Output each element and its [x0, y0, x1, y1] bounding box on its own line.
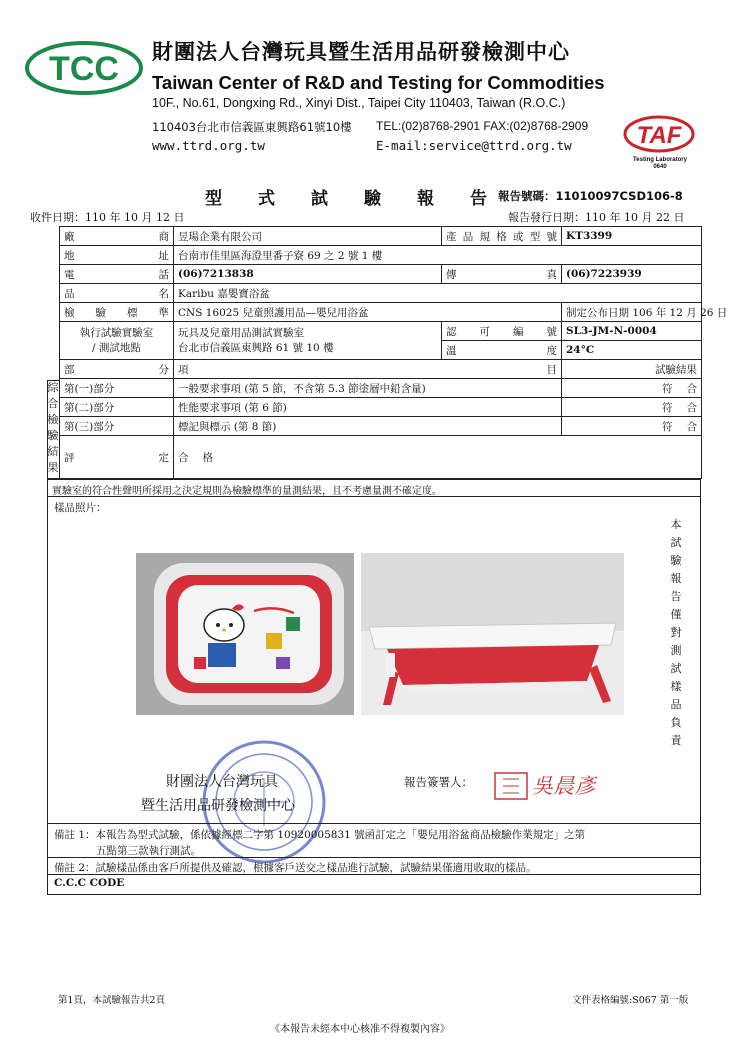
table-row	[60, 265, 702, 284]
manufacturer-label: 廠商	[60, 227, 174, 246]
side-column-border	[47, 380, 59, 479]
note-char: 負	[670, 716, 682, 729]
signer-label: 報告簽署人：	[404, 775, 473, 789]
table-row	[60, 417, 702, 436]
table-row	[60, 322, 702, 341]
taf-caption-line2: 0640	[653, 164, 667, 170]
page-number: 第1頁，本試驗報告共2頁	[58, 995, 166, 1006]
note-char: 測	[670, 644, 682, 657]
standard-value: CNS 16025 兒童照護用品—嬰兒用浴盆	[174, 303, 562, 322]
issue-date: 報告發行日期：110 年 10 月 22 日	[508, 211, 685, 224]
lab-name-line2: 暨生活用品研發檢測中心	[141, 798, 295, 814]
part-cell: 第(二)部分	[60, 398, 174, 417]
item-cell: 一般要求事項 (第 5 節，不含第 5.3 節塗層中鉛含量)	[174, 379, 562, 398]
phone-value: (06)7213838	[174, 265, 442, 284]
result-header: 試驗結果	[562, 360, 702, 379]
table-row	[60, 246, 702, 265]
note-char: 試	[670, 536, 682, 549]
note-char: 責	[670, 734, 682, 747]
conformity-statement: 實驗室的符合性聲明所採用之決定規則為檢驗標準的量測結果，且不考慮量測不確定度。	[52, 486, 442, 497]
note-1-line2: 五點第三款執行測試。	[96, 845, 201, 857]
taf-caption-line1: Testing Laboratory	[633, 157, 687, 163]
table-row	[60, 284, 702, 303]
accreditation-label: 認可編號	[442, 322, 562, 341]
divider	[47, 823, 701, 824]
verdict-value: 合格	[174, 436, 702, 479]
standard-label: 檢驗標準	[60, 303, 174, 322]
signature: 吳晨彥	[532, 774, 595, 798]
note-2: 備註 2：試驗樣品係由客戶所提供及確認，根據客戶送交之樣品進行試驗，試驗結果僅適用收取的樣品。	[54, 862, 537, 874]
note-char: 本	[670, 518, 682, 531]
right-side-note	[668, 516, 684, 750]
accreditation-value: SL3-JM-N-0004	[562, 322, 702, 341]
item-cell: 性能要求事項 (第 6 節)	[174, 398, 562, 417]
item-header: 項目	[174, 360, 562, 379]
result-cell: 符合	[562, 398, 702, 417]
email: E-mail:service@ttrd.org.tw	[376, 138, 572, 153]
signer-stamp	[493, 771, 529, 801]
copy-notice: 《本報告未經本中心核准不得複製內容》	[270, 1024, 450, 1035]
item-cell: 標記與標示 (第 8 節)	[174, 417, 562, 436]
received-date: 收件日期：110 年 10 月 12 日	[30, 211, 185, 224]
side-char: 果	[47, 461, 59, 474]
fax-label: 傳真	[442, 265, 562, 284]
temperature-value: 24°C	[562, 341, 702, 360]
side-char: 驗	[47, 429, 59, 442]
product-label: 品名	[60, 284, 174, 303]
side-char: 結	[47, 445, 59, 458]
taf-caption	[612, 157, 708, 171]
contact-numbers: TEL:(02)8768-2901 FAX:(02)8768-2909	[376, 119, 589, 133]
part-cell: 第(一)部分	[60, 379, 174, 398]
manufacturer-value: 昱瑒企業有限公司	[174, 227, 442, 246]
lab-label-line1: 執行試驗實驗室	[79, 326, 154, 339]
org-name-cn: 財團法人台灣玩具暨生活用品研發檢測中心	[152, 40, 570, 64]
note-char: 驗	[670, 554, 682, 567]
table-row	[60, 436, 702, 479]
divider	[47, 496, 701, 497]
side-char: 綜	[47, 381, 59, 394]
lab-name-line1: 財團法人台灣玩具	[166, 774, 278, 790]
report-info-table	[59, 226, 728, 479]
spec-label: 產品規格或型號	[442, 227, 562, 246]
phone-label: 電話	[60, 265, 174, 284]
lab-label	[60, 322, 174, 360]
form-number: 文件表格編號:S067 第一版	[572, 995, 689, 1006]
sample-photo-side-view	[361, 553, 624, 715]
product-value: Karibu 嘉嬰寶浴盆	[174, 284, 702, 303]
lab-value-line1: 玩具及兒童用品測試實驗室	[178, 326, 304, 339]
address-value: 台南市佳里區海澄里番子寮 69 之 2 號 1 樓	[174, 246, 702, 265]
note-1-line1: 備註 1：本報告為型式試驗，係依據經標二字第 10920005831 號函訂定之「嬰兒用浴盆商品檢驗作業規定」之第	[54, 829, 586, 841]
note-char: 樣	[670, 680, 682, 693]
lab-value	[174, 322, 442, 360]
result-cell: 符合	[562, 417, 702, 436]
note-char: 試	[670, 662, 682, 675]
note-char: 僅	[670, 608, 682, 621]
address-cn: 110403台北市信義區東興路61號10樓	[152, 120, 352, 134]
side-char: 檢	[47, 413, 59, 426]
part-cell: 第(三)部分	[60, 417, 174, 436]
website: www.ttrd.org.tw	[152, 138, 265, 153]
spec-value: KT3399	[562, 227, 702, 246]
fax-value: (06)7223939	[562, 265, 702, 284]
svg-text:TAF: TAF	[636, 122, 682, 149]
note-char: 對	[670, 626, 682, 639]
address-label: 地址	[60, 246, 174, 265]
org-name-en: Taiwan Center of R&D and Testing for Commodities	[152, 72, 605, 93]
note-char: 報	[670, 572, 682, 585]
divider	[47, 857, 701, 858]
table-row	[60, 379, 702, 398]
sample-photo-top-view	[136, 553, 354, 715]
report-number: 報告號碼：11010097CSD106-8	[498, 189, 683, 203]
lab-value-line2: 台北市信義區東興路 61 號 10 樓	[178, 341, 334, 354]
table-row	[60, 398, 702, 417]
svg-text:TCC: TCC	[49, 50, 119, 88]
verdict-label: 評定	[60, 436, 174, 479]
table-row	[60, 303, 702, 322]
table-row	[60, 360, 702, 379]
tcc-logo	[24, 40, 144, 96]
standard-date: 制定公布日期 106 年 12 月 26 日	[562, 303, 702, 322]
taf-logo	[622, 114, 696, 154]
divider	[47, 874, 701, 875]
part-header: 部分	[60, 360, 174, 379]
result-cell: 符合	[562, 379, 702, 398]
temperature-label: 溫度	[442, 341, 562, 360]
report-title: 型式試驗報告	[205, 189, 523, 209]
ccc-code: C.C.C CODE	[54, 877, 125, 889]
table-row	[60, 227, 702, 246]
side-char: 合	[47, 397, 59, 410]
photo-label: 樣品照片：	[54, 502, 107, 514]
address-en: 10F., No.61, Dongxing Rd., Xinyi Dist., Taipei City 110403, Taiwan (R.O.C.)	[152, 96, 566, 110]
note-char: 品	[670, 698, 682, 711]
lab-label-line2: / 測試地點	[92, 341, 141, 354]
note-char: 告	[670, 590, 682, 603]
